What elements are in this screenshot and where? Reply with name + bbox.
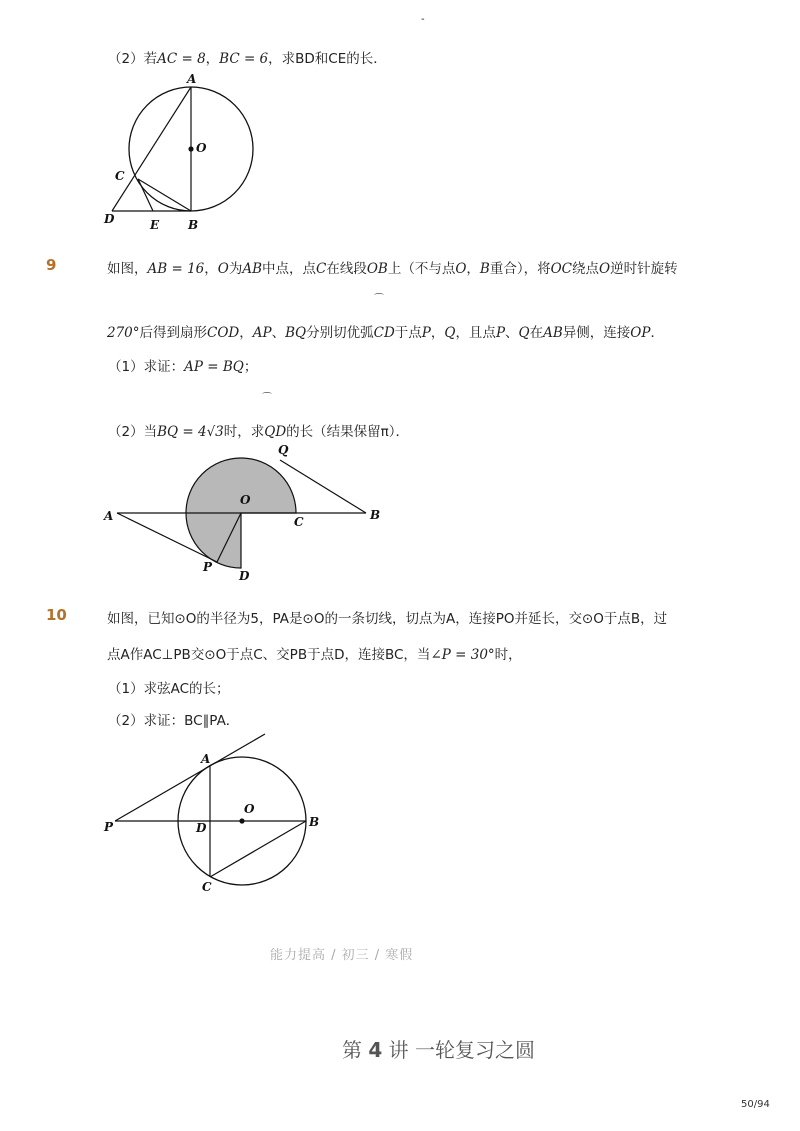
q9-math: O [599,261,611,277]
q8-label-a: A [187,72,197,86]
q9-text: 时，求 [223,424,265,440]
q10-center-dot [239,818,244,823]
footer-title-text: 第 [342,1038,362,1062]
q9-math: O [217,261,229,277]
q9-math: AB = 16 [147,261,205,277]
q9-text: 上（不与点 [387,261,456,277]
q9-math: BQ = 4√3 [157,424,224,440]
q8-label-o: O [196,141,207,155]
q9-math: AB [543,325,563,341]
q9-text: ， [239,325,253,341]
q9-text: （1）求证： [108,359,185,375]
q9-math: C [316,261,327,277]
q9-text: 、 [505,325,519,341]
q9-math: OB [366,261,388,277]
q9-math: CD [373,325,395,341]
q9-text: ， [430,325,445,341]
q9-text: 后得到扇形 [139,325,208,341]
q9-math: BQ [285,325,307,341]
q9-part2 [108,420,409,440]
q8-part2-text: （2）若 [108,51,158,67]
q10-label-o: O [244,802,255,816]
q9-text: 在 [529,325,544,341]
q9-figure [95,438,395,588]
q10-text: 时， [494,647,522,663]
q9-text: （2）当 [108,424,158,440]
footer-title-text: 讲 一轮复习之圆 [388,1038,535,1062]
footer-meta: 能力提高 / 初三 / 寒假 [270,948,414,963]
q9-text: 分别切优弧 [306,325,374,341]
q8-part2 [108,47,387,67]
q9-math: AB [242,261,262,277]
q9-label-b: B [370,508,381,522]
q9-text: 在线段 [326,261,367,277]
q10-line1: 如图，已知⊙O的半径为5，PA是⊙O的一条切线，切点为A，连接PO并延长，交⊙O于点B，过 [107,611,668,627]
q9-math: P [495,325,506,341]
q8-center-dot [188,146,193,151]
q9-text: ； [243,359,258,375]
q9-text: 于点 [394,325,422,341]
footer-title [342,1034,535,1063]
q8-label-c: C [115,169,125,183]
q9-line1 [107,257,678,277]
q9-math: AP = BQ [184,359,244,375]
q9-label-p: P [203,560,213,574]
arc-mark: ⌒ [374,294,384,305]
q10-label-c: C [202,880,212,894]
q10-number: 10 [46,606,67,624]
q10-label-d: D [196,821,207,835]
q8-part2-text: ， [205,51,220,67]
q9-text: 、 [271,325,286,341]
q9-math: OC [550,261,572,277]
q8-part2-math: AC = 8 [157,51,206,67]
q8-label-d: D [104,212,115,226]
q8-label-b: B [188,218,199,232]
q10-line-bc [210,821,306,877]
q9-math: Q [444,325,456,341]
q9-math: OP [630,325,651,341]
q9-math: Q [518,325,530,341]
q9-text: 重合），将 [489,261,551,277]
arc-mark: ⌒ [262,393,272,404]
q9-math: COD [207,325,240,341]
q8-part2-math: BC = 6 [219,51,269,67]
page-number: 50/94 [741,1099,770,1110]
q9-math: B [479,261,490,277]
q8-line-ad [112,87,191,211]
q10-tangent-pa [115,734,265,821]
q9-text: 中点，点 [262,261,316,277]
q10-text: 点A作AC⊥PB交⊙O于点C、交PB于点D，连接BC，当 [107,647,431,663]
q9-math: O [455,261,467,277]
q9-text: ． [650,325,664,341]
q9-text: 异侧，连接 [562,325,631,341]
q8-part2-text: ，求BD和CE的长． [268,51,387,67]
q9-line2 [107,321,664,341]
q9-text: 如图， [107,261,148,277]
q9-math: QD [264,424,287,440]
q9-label-o: O [240,493,251,507]
q9-math: P [421,325,431,341]
q10-part1: （1）求弦AC的长； [108,681,230,697]
q9-part1 [108,355,257,375]
footer-title-number: 4 [368,1038,383,1062]
q9-text: ，且点 [455,325,496,341]
q9-label-c: C [294,515,304,529]
q9-text: 为 [228,261,243,277]
q10-line2 [107,643,522,663]
q9-text: ， [466,261,480,277]
q9-text: 绕点 [572,261,599,277]
q10-label-a: A [201,752,211,766]
q9-text: 逆时针旋转 [610,261,678,277]
q9-text: 的长（结果保留π）． [286,424,410,440]
q8-label-e: E [150,218,160,232]
q9-label-d: D [239,569,250,583]
q9-number: 9 [46,256,57,274]
q10-label-b: B [309,815,320,829]
q9-math: AP [252,325,272,341]
q10-label-p: P [104,820,114,834]
q10-part2: （2）求证：BC∥PA． [108,713,240,729]
q9-label-a: A [104,509,114,523]
q8-figure [95,68,265,238]
q9-text: ， [204,261,218,277]
top-mark: - [421,14,425,25]
q10-math: ∠P = 30° [430,647,495,663]
q9-math: 270° [107,325,140,341]
q9-label-q: Q [278,443,289,457]
q10-figure [95,728,335,898]
